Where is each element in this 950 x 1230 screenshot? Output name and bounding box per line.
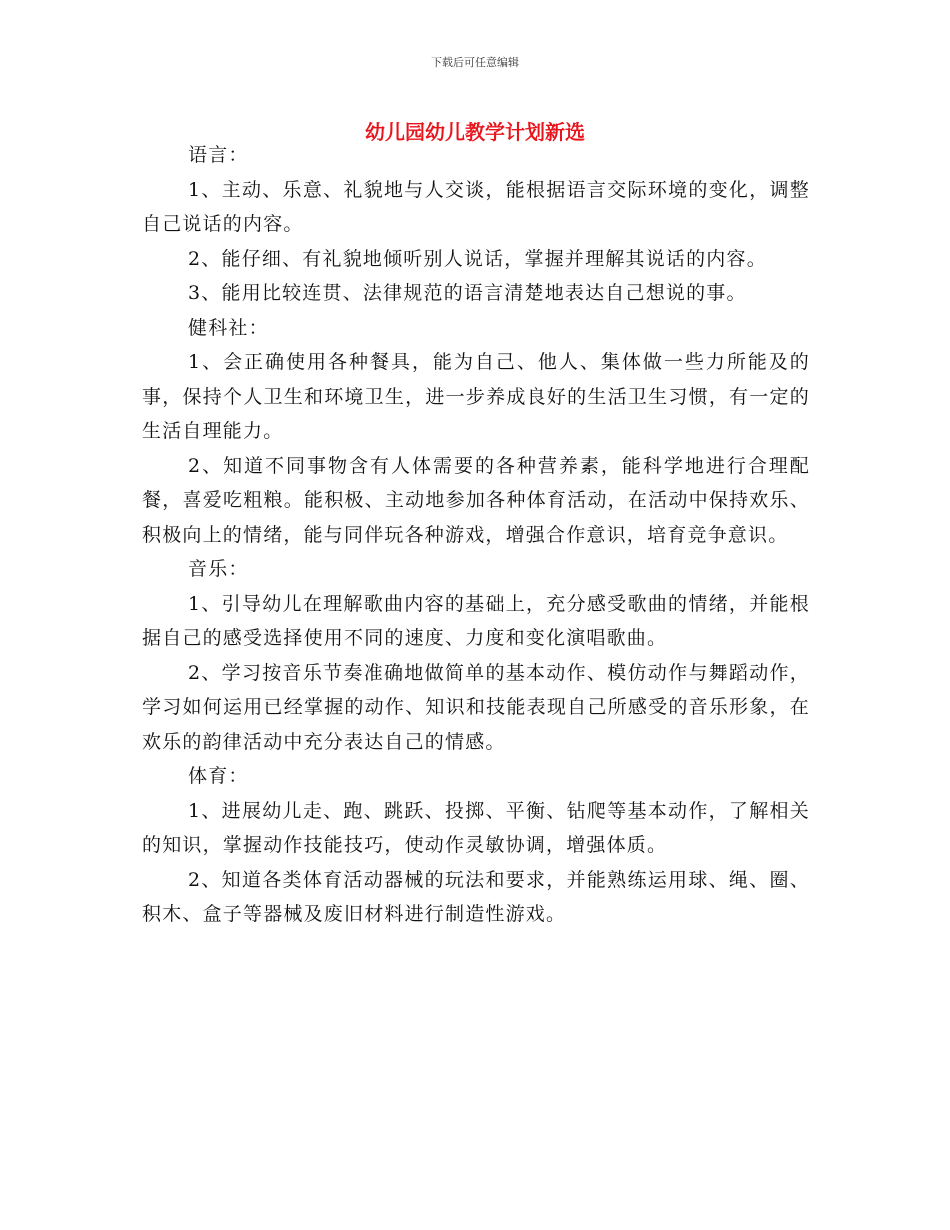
page-header-note: 下载后可任意编辑 bbox=[431, 56, 519, 69]
section-health-science-society bbox=[142, 311, 810, 553]
document-title: 幼儿园幼儿教学计划新选 bbox=[365, 120, 585, 144]
list-item: 2、知道各类体育活动器械的玩法和要求，并能熟练运用球、绳、圈、积木、盒子等器械及废旧材料进行制造性游戏。 bbox=[142, 868, 810, 925]
list-item: 3、能用比较连贯、法律规范的语言清楚地表达自己想说的事。 bbox=[188, 282, 747, 304]
section-language bbox=[142, 138, 810, 311]
list-item: 2、学习按音乐节奏准确地做简单的基本动作、模仿动作与舞蹈动作，学习如何运用已经掌握的动作、知识和技能表现自己所感受的音乐形象，在欢乐的韵律活动中充分表达自己的情感。 bbox=[142, 661, 810, 753]
document-body bbox=[142, 138, 810, 932]
list-item: 1、引导幼儿在理解歌曲内容的基础上，充分感受歌曲的情绪，并能根据自己的感受选择使用不同的速度、力度和变化演唱歌曲。 bbox=[142, 592, 810, 649]
section-heading: 体育： bbox=[188, 765, 249, 787]
list-item: 2、知道不同事物含有人体需要的各种营养素，能科学地进行合理配餐，喜爱吃粗粮。能积极、主动地参加各种体育活动，在活动中保持欢乐、积极向上的情绪，能与同伴玩各种游戏，增强合作意识，培育竞争意识。 bbox=[142, 454, 810, 546]
section-music bbox=[142, 552, 810, 759]
section-heading: 健科社： bbox=[188, 316, 269, 339]
list-item: 1、进展幼儿走、跑、跳跃、投掷、平衡、钻爬等基本动作，了解相关的知识，掌握动作技能技巧，使动作灵敏协调，增强体质。 bbox=[142, 799, 810, 856]
section-pe bbox=[142, 759, 810, 932]
list-item: 1、会正确使用各种餐具，能为自己、他人、集体做一些力所能及的事，保持个人卫生和环境卫生，进一步养成良好的生活卫生习惯，有一定的生活自理能力。 bbox=[142, 351, 810, 442]
list-item: 1、主动、乐意、礼貌地与人交谈，能根据语言交际环境的变化，调整自己说话的内容。 bbox=[142, 178, 810, 235]
list-item: 2、能仔细、有礼貌地倾听别人说话，掌握并理解其说话的内容。 bbox=[188, 247, 767, 270]
section-heading: 音乐： bbox=[188, 558, 249, 580]
section-heading: 语言： bbox=[188, 144, 249, 166]
